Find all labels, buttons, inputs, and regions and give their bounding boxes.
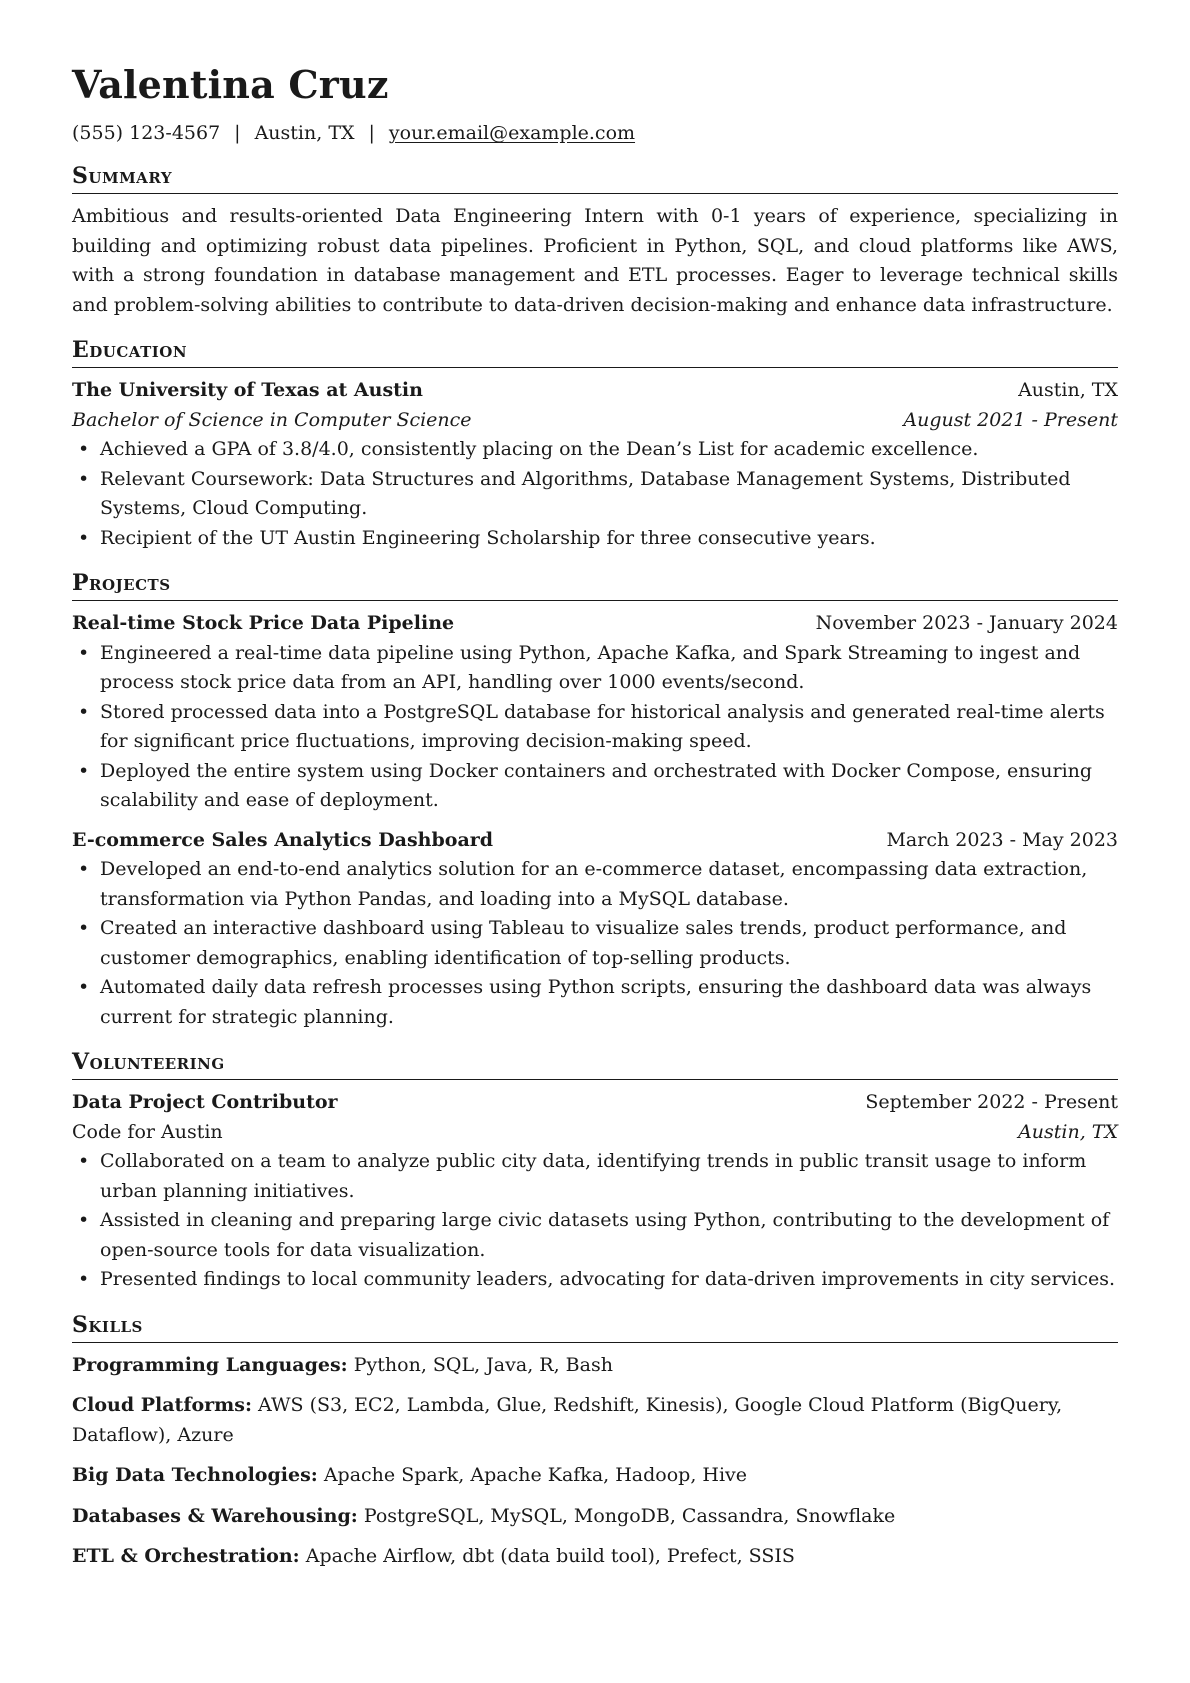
volunteer-location: Austin, TX xyxy=(1018,1120,1118,1143)
volunteering-bullets xyxy=(72,1147,1118,1295)
bullet-text: Collaborated on a team to analyze public city data, identifying trends in public transit usage to inform urban planning initiatives. xyxy=(100,1150,1087,1202)
bullet-icon: • xyxy=(78,467,90,490)
bullet-text: Deployed the entire system using Docker containers and orchestrated with Docker Compose, ensuring scalability and ease of deployment. xyxy=(100,759,1093,811)
bullet-text: Presented findings to local community leaders, advocating for data-driven improvements in city services. xyxy=(100,1268,1116,1290)
project-entry xyxy=(72,609,1118,816)
contact-line xyxy=(72,120,1118,146)
school-location: Austin, TX xyxy=(1018,379,1118,401)
contact-separator: | xyxy=(234,122,241,144)
skill-line xyxy=(72,1461,1118,1491)
phone-number: (555) 123-4567 xyxy=(72,122,221,144)
list-item xyxy=(78,698,1118,757)
skill-line xyxy=(72,1542,1118,1572)
project-name: E-commerce Sales Analytics Dashboard xyxy=(72,828,494,851)
bullet-icon: • xyxy=(78,1150,90,1172)
list-item xyxy=(78,914,1118,973)
bullet-text: Stored processed data into a PostgreSQL database for historical analysis and generated real-time alerts for significant price fluctuations, improving decision-making speed. xyxy=(100,700,1105,752)
bullet-icon: • xyxy=(78,526,90,549)
volunteer-role: Data Project Contributor xyxy=(72,1091,338,1113)
skill-label: Databases & Warehousing: xyxy=(72,1504,358,1527)
bullet-text: Engineered a real-time data pipeline using Python, Apache Kafka, and Spark Streaming to ingest and process stock price data from an API, handling over 1000 events/second. xyxy=(100,641,1081,693)
bullet-icon: • xyxy=(78,1209,90,1231)
skill-line xyxy=(72,1391,1118,1450)
education-entry xyxy=(72,376,1118,553)
list-item xyxy=(78,435,1118,465)
location: Austin, TX xyxy=(254,122,355,144)
education-bullets xyxy=(72,435,1118,553)
bullet-icon: • xyxy=(78,917,90,939)
volunteer-dates: September 2022 - Present xyxy=(865,1091,1118,1113)
skill-line xyxy=(72,1502,1118,1532)
skill-label: Big Data Technologies: xyxy=(72,1464,318,1486)
bullet-icon: • xyxy=(78,700,90,723)
project-name: Real-time Stock Price Data Pipeline xyxy=(72,612,455,634)
project-bullets xyxy=(72,639,1118,816)
list-item xyxy=(78,1265,1118,1295)
bullet-icon: • xyxy=(78,976,90,998)
skill-label: Cloud Platforms: xyxy=(72,1394,252,1416)
list-item xyxy=(78,973,1118,1032)
bullet-icon: • xyxy=(78,641,90,664)
skill-line xyxy=(72,1351,1118,1381)
volunteer-org: Code for Austin xyxy=(72,1120,223,1143)
list-item xyxy=(78,465,1118,524)
bullet-icon: • xyxy=(78,1268,90,1290)
project-entry xyxy=(72,826,1118,1033)
project-dates: March 2023 - May 2023 xyxy=(886,828,1118,851)
skill-value: AWS (S3, EC2, Lambda, Glue, Redshift, Kinesis), Google Cloud Platform (BigQuery, Dataflow), Azure xyxy=(72,1394,1063,1446)
bullet-text: Recipient of the UT Austin Engineering Scholarship for three consecutive years. xyxy=(100,526,876,549)
list-item xyxy=(78,524,1118,554)
bullet-text: Relevant Coursework: Data Structures and Algorithms, Database Management Systems, Distributed Systems, Cloud Computing. xyxy=(100,467,1071,519)
skill-value: Python, SQL, Java, R, Bash xyxy=(353,1353,613,1376)
bullet-icon: • xyxy=(78,438,90,460)
section-title-summary: Summary xyxy=(72,162,1118,194)
skill-label: ETL & Orchestration: xyxy=(72,1545,300,1567)
skill-value: Apache Spark, Apache Kafka, Hadoop, Hive xyxy=(323,1464,748,1486)
bullet-text: Created an interactive dashboard using Tableau to visualize sales trends, product performance, and customer demographics, enabling identification of top-selling products. xyxy=(100,917,1067,969)
volunteering-header-row xyxy=(72,1088,1118,1118)
list-item xyxy=(78,855,1118,914)
bullet-text: Developed an end-to-end analytics solution for an e-commerce dataset, encompassing data extraction, transformation via Python Pandas, and loading into a MySQL database. xyxy=(100,858,1088,910)
list-item xyxy=(78,757,1118,816)
list-item xyxy=(78,1147,1118,1206)
contact-separator: | xyxy=(368,122,375,144)
volunteering-org-row xyxy=(72,1118,1118,1148)
school-name: The University of Texas at Austin xyxy=(72,379,423,401)
list-item xyxy=(78,639,1118,698)
degree: Bachelor of Science in Computer Science xyxy=(72,408,472,431)
summary-text: Ambitious and results-oriented Data Engineering Intern with 0-1 years of experience, specializing in building and optimizing robust data pipelines. Proficient in Python, SQL, and cloud platforms like AWS, with a strong foundation in database management and ETL processes. Eager to leverage technical skills and problem-solving abilities to contribute to data-driven decision-making and enhance data infrastructure. xyxy=(72,205,1118,316)
project-header-row xyxy=(72,609,1118,639)
bullet-icon: • xyxy=(78,858,90,880)
education-degree-row xyxy=(72,406,1118,436)
candidate-name: Valentina Cruz xyxy=(72,62,389,107)
section-title-volunteering: Volunteering xyxy=(72,1048,1118,1080)
section-title-projects: Projects xyxy=(72,569,1118,601)
bullet-text: Assisted in cleaning and preparing large civic datasets using Python, contributing to the development of open-source tools for data visualization. xyxy=(100,1209,1110,1261)
bullet-text: Automated daily data refresh processes using Python scripts, ensuring the dashboard data was always current for strategic planning. xyxy=(100,976,1092,1028)
project-header-row xyxy=(72,826,1118,856)
email-link[interactable]: your.email@example.com xyxy=(388,122,636,144)
bullet-text: Achieved a GPA of 3.8/4.0, consistently placing on the Dean’s List for academic excellence. xyxy=(100,438,979,460)
skill-value: PostgreSQL, MySQL, MongoDB, Cassandra, Snowflake xyxy=(363,1504,896,1527)
section-title-skills: Skills xyxy=(72,1311,1118,1343)
project-bullets xyxy=(72,855,1118,1032)
volunteering-entry xyxy=(72,1088,1118,1295)
section-title-education: Education xyxy=(72,336,1118,368)
skill-label: Programming Languages: xyxy=(72,1353,348,1376)
bullet-icon: • xyxy=(78,759,90,782)
education-header-row xyxy=(72,376,1118,406)
skill-value: Apache Airflow, dbt (data build tool), Prefect, SSIS xyxy=(305,1545,795,1567)
education-dates: August 2021 - Present xyxy=(903,408,1118,431)
list-item xyxy=(78,1206,1118,1265)
project-dates: November 2023 - January 2024 xyxy=(815,612,1118,634)
